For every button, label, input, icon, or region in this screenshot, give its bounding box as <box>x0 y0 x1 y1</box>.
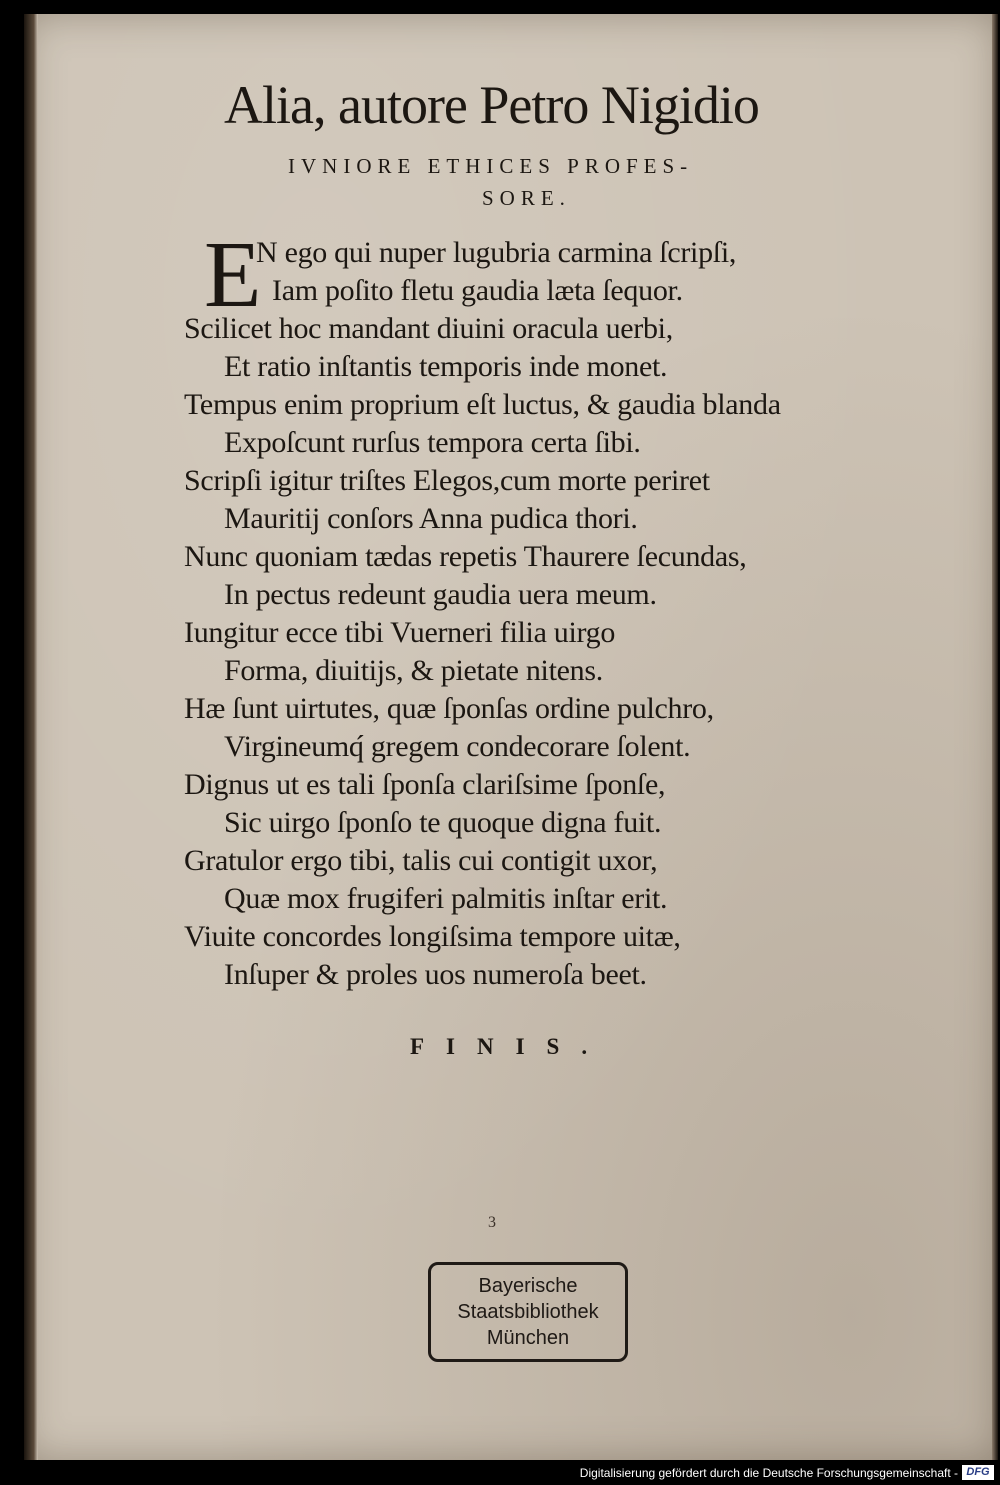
stamp-line-3: München <box>486 1327 570 1349</box>
page-right-edge <box>992 14 998 1460</box>
verse-line-12: Forma, diuitijs, & pietate nitens. <box>224 654 603 687</box>
verse-line-14: Virgineumq́ gregem condecorare ſolent. <box>224 730 691 763</box>
finis-mark: FINIS. <box>410 1034 610 1059</box>
verse-line-19: Viuite concordes longiſsima tempore uitæ, <box>184 920 681 953</box>
verse-line-9: Nunc quoniam tædas repetis Thaurere ſecundas, <box>184 540 747 573</box>
verse-line-13: Hæ ſunt uirtutes, quæ ſponſas ordine pulchro, <box>184 692 714 725</box>
verse-line-6: Expoſcunt rurſus tempora certa ſibi. <box>224 426 641 459</box>
drop-cap-initial: E <box>204 223 262 327</box>
stamp-line-1: Bayerische <box>478 1275 578 1297</box>
verse-line-20: Inſuper & proles uos numeroſa beet. <box>224 958 647 991</box>
signature-mark: 3 <box>488 1214 496 1231</box>
verse-line-1: N ego qui nuper lugubria carmina ſcripſi, <box>256 236 737 269</box>
verse-line-17: Gratulor ergo tibi, talis cui contigit uxor, <box>184 844 658 877</box>
digitization-credit: Digitalisierung gefördert durch die Deutsche Forschungsgemeinschaft - <box>579 1466 958 1480</box>
library-stamp <box>428 1262 628 1362</box>
dfg-logo-icon: DFG <box>962 1465 994 1480</box>
stamp-line-2: Staatsbibliothek <box>457 1301 599 1323</box>
book-page <box>24 14 998 1460</box>
subtitle-line-2: SORE. <box>482 186 571 210</box>
verse-line-10: In pectus redeunt gaudia uera meum. <box>224 578 657 611</box>
page-title: Alia, autore Petro Nigidio <box>224 75 759 135</box>
verse-line-2: Iam poſito fletu gaudia læta ſequor. <box>272 274 683 307</box>
verse-line-11: Iungitur ecce tibi Vuerneri filia uirgo <box>184 616 616 649</box>
verse-line-4: Et ratio inſtantis temporis inde monet. <box>224 350 668 383</box>
verse-line-18: Quæ mox frugiferi palmitis inſtar erit. <box>224 882 668 915</box>
verse-line-5: Tempus enim proprium eſt luctus, & gaudia blanda <box>184 388 781 421</box>
subtitle-line-1: IVNIORE ETHICES PROFES- <box>288 154 694 178</box>
page-left-edge <box>24 14 38 1460</box>
verse-line-8: Mauritij conſors Anna pudica thori. <box>224 502 638 535</box>
verse-line-3: Scilicet hoc mandant diuini oracula uerbi, <box>184 312 673 345</box>
verse-line-7: Scripſi igitur triſtes Elegos,cum morte periret <box>184 464 710 497</box>
verse-line-16: Sic uirgo ſponſo te quoque digna fuit. <box>224 806 662 839</box>
verse-line-15: Dignus ut es tali ſponſa clariſsime ſponſe, <box>184 768 666 801</box>
